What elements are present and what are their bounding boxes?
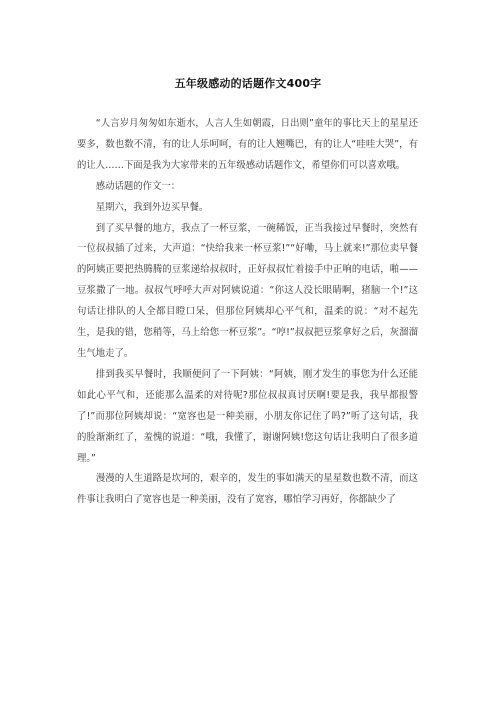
- paragraph-essay-heading: 感动话题的作文一：: [95, 180, 181, 192]
- document-title: 五年级感动的话题作文400字: [174, 77, 322, 90]
- document-body: [77, 114, 418, 511]
- paragraph-intro: “人言岁月匆匆如东逝水，人言人生如朝霞，日出则”童年的事比天上的星星还要多，数也数不清，有的让人乐呵呵，有的让人翘嘴巴，有的让人“哇哇大哭”，有的让人……下面是我为大家带来的五年级感动话题作文，希望你们可以喜欢哦。: [77, 118, 418, 171]
- paragraph-saturday: 星期六，我到外边买早餐。: [95, 201, 209, 213]
- paragraph-breakfast-story: 到了买早餐的地方，我点了一杯豆浆，一碗稀饭，正当我接过早餐时，突然有一位叔叔插了过来，大声道：“快给我来一杯豆浆!”“好嘞，马上就来!”那位卖早餐的阿姨正要把热腾腾的豆浆递给叔叔时，正好叔叔忙着接手中正响的电话，啪——豆浆撒了一地。叔叔气呼呼大声对阿姨说道：“你这人没长眼睛啊，猪脑一个!”这句话让排队的人全都目瞪口呆，但那位阿姨却心平气和，温柔的说：“对不起先生，是我的错，您稍等，马上给您一杯豆浆”。“哼!”叔叔把豆浆拿好之后，灰溜溜生气地走了。: [77, 222, 418, 359]
- paragraph-conversation: 排到我买早餐时，我顺便问了一下阿姨：“阿姨，刚才发生的事您为什么还能如此心平气和，还能那么温柔的对待呢?那位叔叔真讨厌啊!要是我，我早都报警了!”而那位阿姨却说：“宽容也是一种美丽，小朋友你记住了吗?”听了这句话，我的脸渐渐红了，羞愧的说道：“哦，我懂了，谢谢阿姨!您这句话让我明白了很多道理。”: [77, 368, 418, 464]
- paragraph-conclusion: 漫漫的人生道路是坎坷的，艰辛的，发生的事如满天的星星数也数不清，而这件事让我明白了宽容也是一种美丽，没有了宽容，哪怕学习再好，你都缺少了: [77, 473, 418, 506]
